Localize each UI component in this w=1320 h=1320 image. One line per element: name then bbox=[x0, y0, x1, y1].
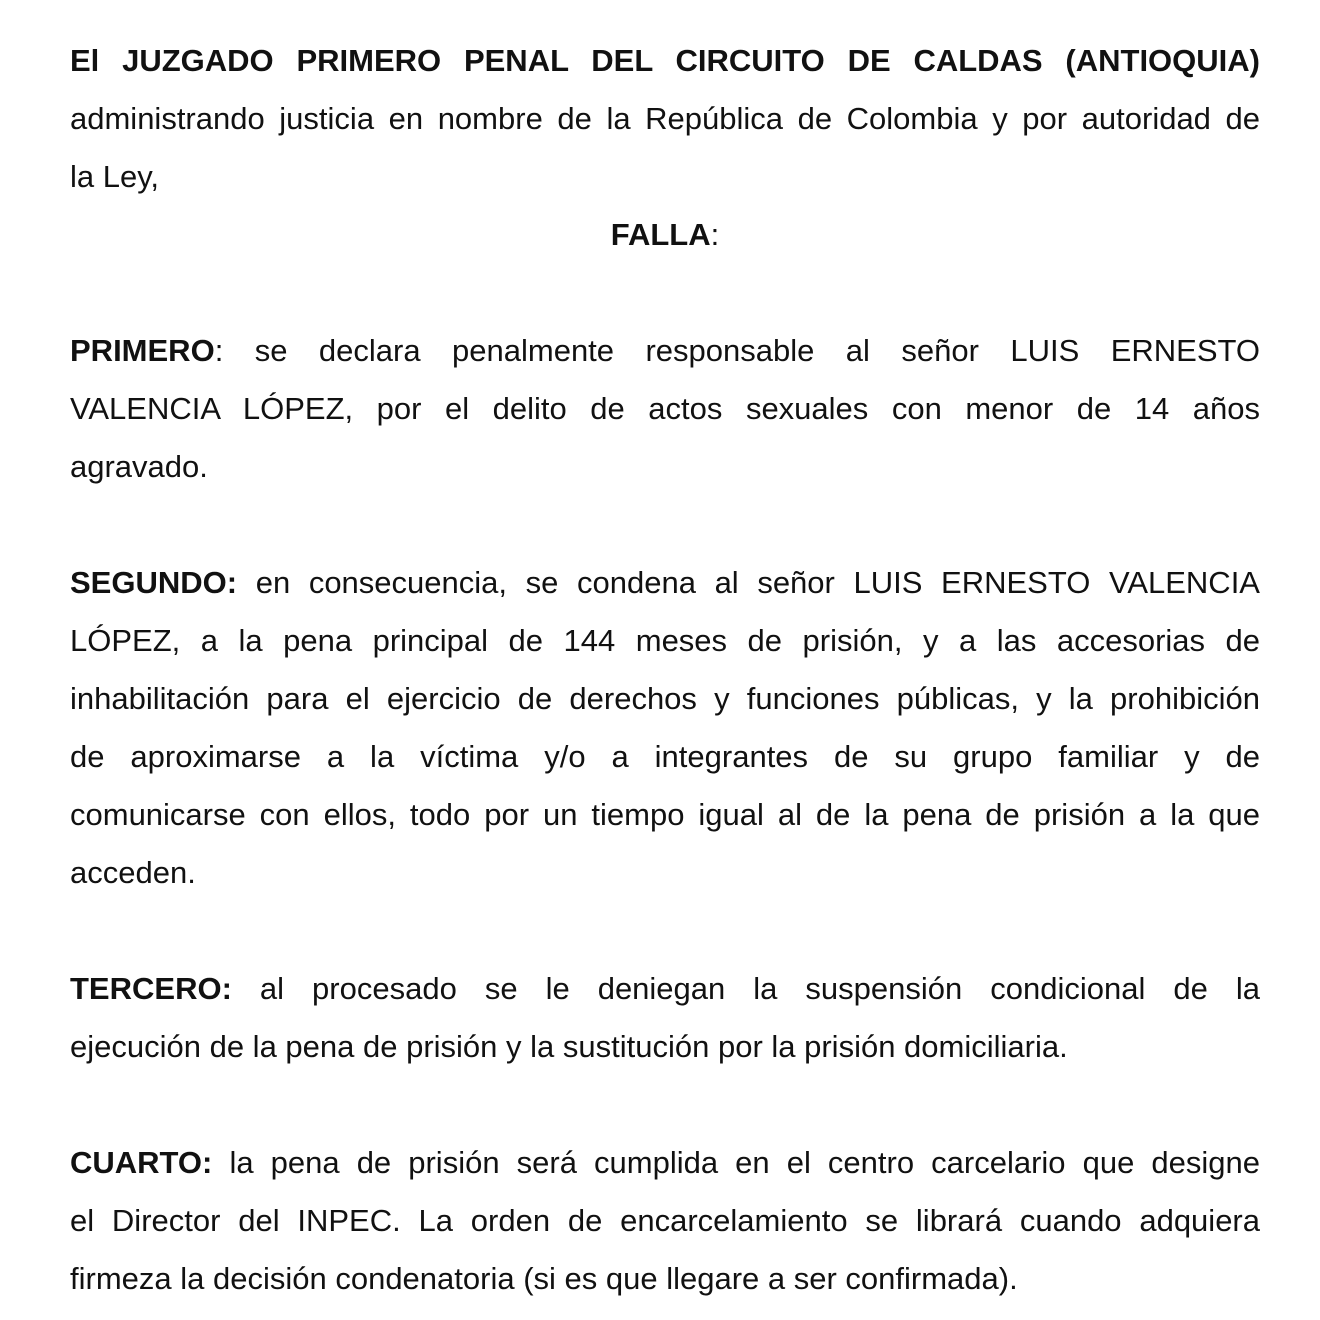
cuarto-text-1: la pena de prisión será cumplida en el centro carcelario que designe bbox=[212, 1145, 1260, 1180]
cuarto-paragraph bbox=[70, 1134, 1260, 1308]
segundo-paragraph bbox=[70, 554, 1260, 902]
primero-line-1 bbox=[70, 322, 1260, 380]
primero-paragraph bbox=[70, 322, 1260, 496]
primero-label: PRIMERO bbox=[70, 333, 215, 368]
tercero-line-1 bbox=[70, 960, 1260, 1018]
intro-line-2: administrando justicia en nombre de la República de Colombia y por autoridad de bbox=[70, 101, 1260, 136]
segundo-label: SEGUNDO: bbox=[70, 565, 238, 600]
segundo-line-3: inhabilitación para el ejercicio de derechos y funciones públicas, y la prohibición bbox=[70, 681, 1260, 716]
segundo-line-6: acceden. bbox=[70, 855, 196, 890]
intro-line-3: la Ley, bbox=[70, 159, 160, 194]
cuarto-line-1 bbox=[70, 1134, 1260, 1192]
segundo-line-1 bbox=[70, 554, 1260, 612]
tercero-label: TERCERO: bbox=[70, 971, 232, 1006]
falla-colon: : bbox=[710, 217, 720, 252]
falla-heading bbox=[70, 206, 1260, 264]
court-name-heading: El JUZGADO PRIMERO PENAL DEL CIRCUITO DE CALDAS (ANTIOQUIA) bbox=[70, 43, 1260, 78]
tercero-paragraph bbox=[70, 960, 1260, 1076]
primero-text-1: : se declara penalmente responsable al señor LUIS ERNESTO bbox=[214, 333, 1260, 368]
falla-word: FALLA bbox=[610, 217, 711, 252]
primero-line-3: agravado. bbox=[70, 449, 208, 484]
tercero-line-2: ejecución de la pena de prisión y la sustitución por la prisión domiciliaria. bbox=[70, 1029, 1068, 1064]
primero-line-2: VALENCIA LÓPEZ, por el delito de actos sexuales con menor de 14 años bbox=[70, 391, 1260, 426]
segundo-line-5: comunicarse con ellos, todo por un tiempo igual al de la pena de prisión a la que bbox=[70, 797, 1260, 832]
cuarto-line-3: firmeza la decisión condenatoria (si es que llegare a ser confirmada). bbox=[70, 1261, 1018, 1296]
segundo-line-2: LÓPEZ, a la pena principal de 144 meses de prisión, y a las accesorias de bbox=[70, 623, 1260, 658]
tercero-text-1: al procesado se le deniegan la suspensión condicional de la bbox=[231, 971, 1260, 1006]
segundo-text-1: en consecuencia, se condena al señor LUIS ERNESTO VALENCIA bbox=[237, 565, 1260, 600]
cuarto-line-2: el Director del INPEC. La orden de encarcelamiento se librará cuando adquiera bbox=[70, 1203, 1260, 1238]
cuarto-label: CUARTO: bbox=[70, 1145, 213, 1180]
intro-paragraph bbox=[70, 32, 1260, 206]
segundo-line-4: de aproximarse a la víctima y/o a integrantes de su grupo familiar y de bbox=[70, 739, 1260, 774]
document-page bbox=[70, 32, 1260, 1308]
